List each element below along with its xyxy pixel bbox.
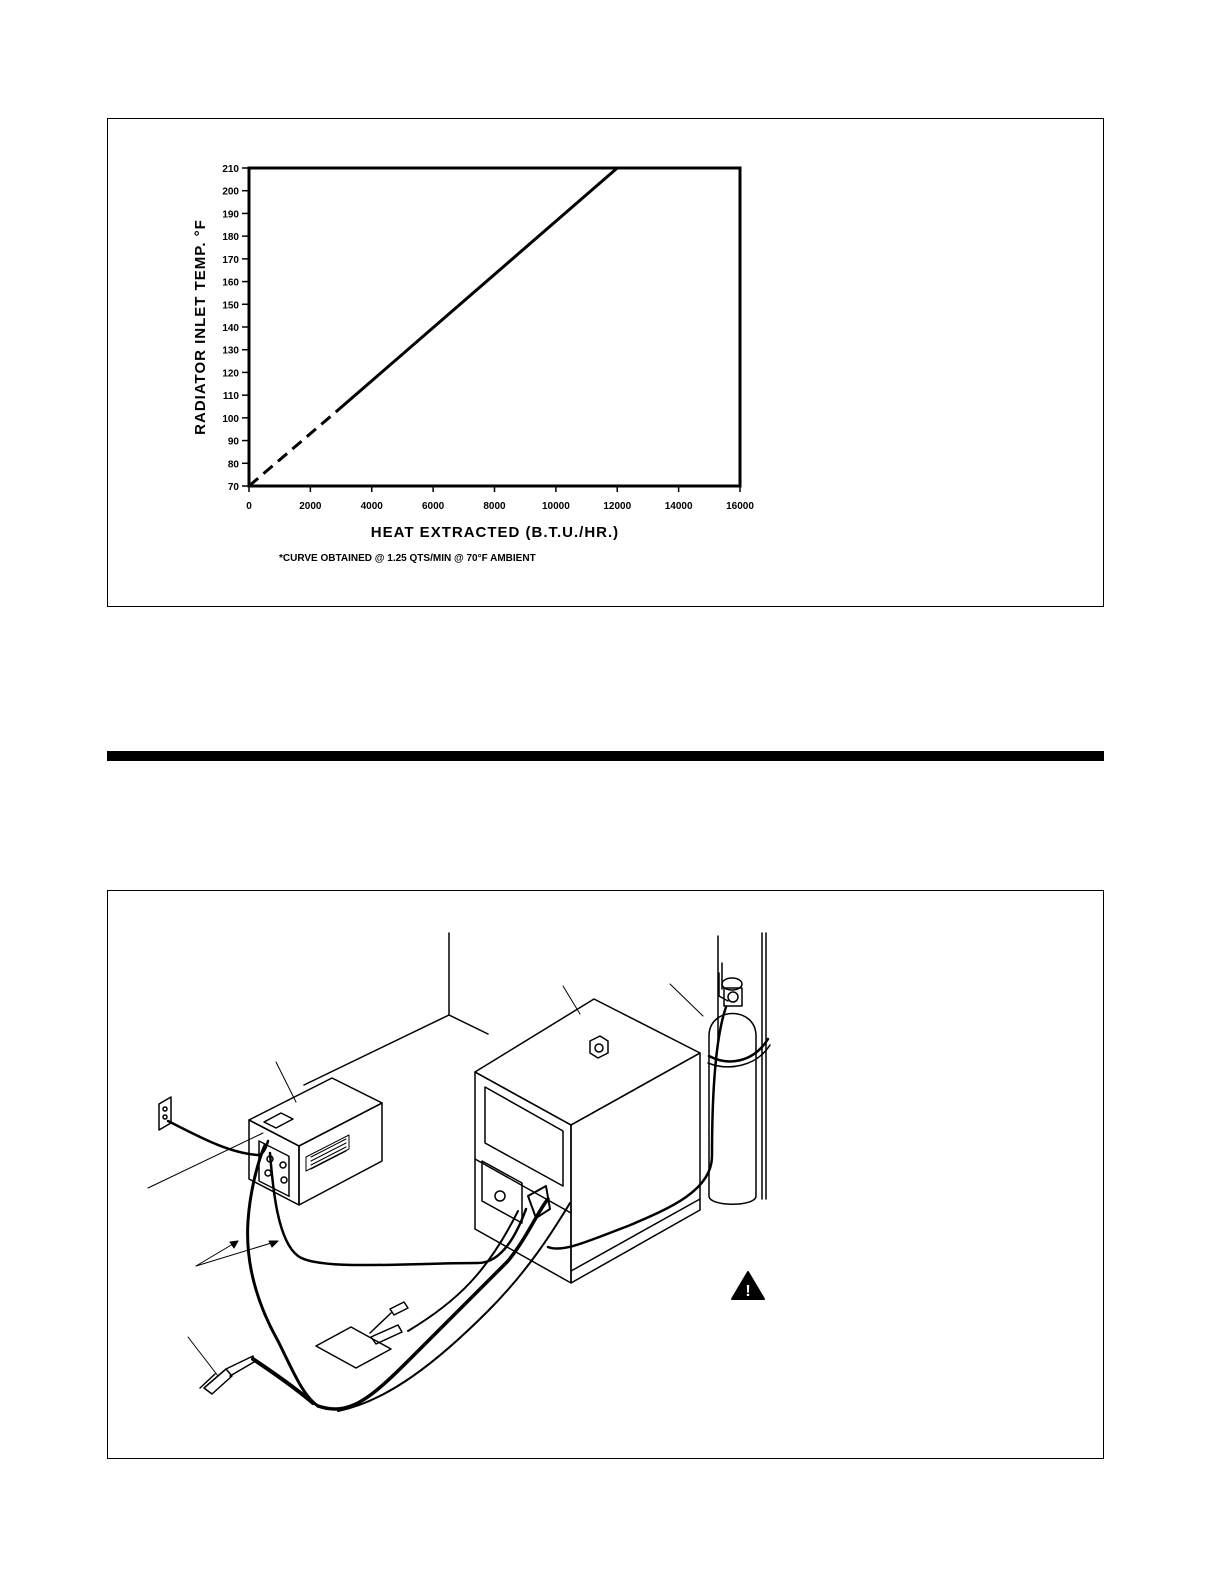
heat-curve-chart	[108, 119, 1103, 606]
x-axis	[246, 486, 754, 512]
x-tick-label: 10000	[541, 501, 570, 512]
series-line-dashed	[249, 409, 340, 486]
x-tick-label: 4000	[360, 501, 383, 512]
room-corner	[304, 933, 488, 1085]
y-tick-label: 210	[222, 164, 239, 175]
coolant-system-unit	[249, 1062, 382, 1205]
x-tick-label: 0	[246, 501, 252, 512]
torch-cable	[318, 1199, 548, 1409]
illustration-panel	[107, 890, 1104, 1459]
ground-cable	[408, 1211, 518, 1331]
y-tick-label: 140	[222, 323, 239, 334]
series-line-solid	[340, 168, 618, 409]
warning-symbol: !	[745, 1283, 751, 1300]
y-tick-label: 150	[222, 300, 239, 312]
y-tick-label: 70	[227, 482, 239, 493]
chart-panel	[107, 118, 1104, 607]
y-tick-label: 100	[222, 413, 239, 425]
y-tick-label: 190	[222, 209, 239, 221]
y-tick-label: 80	[227, 459, 239, 471]
tig-torch	[188, 1337, 313, 1403]
y-tick-label: 200	[222, 186, 239, 198]
work-cable	[338, 1203, 570, 1411]
y-tick-label: 160	[222, 277, 239, 289]
x-tick-label: 8000	[483, 501, 506, 512]
x-tick-label: 12000	[603, 501, 632, 512]
welding-power-source	[475, 986, 700, 1283]
work-clamp	[370, 1302, 408, 1344]
y-tick-label: 170	[222, 254, 239, 266]
y-tick-label: 110	[222, 391, 239, 403]
series-layer	[249, 168, 617, 486]
y-axis	[222, 164, 249, 493]
gas-cylinder	[670, 933, 770, 1204]
installation-illustration	[108, 891, 1103, 1458]
y-tick-label: 90	[227, 436, 239, 448]
x-axis-label: HEAT EXTRACTED (B.T.U./HR.)	[370, 524, 620, 541]
x-tick-label: 14000	[664, 501, 693, 512]
chart-footnote: *CURVE OBTAINED @ 1.25 QTS/MIN @ 70°F AMBIENT	[279, 553, 536, 564]
warning-icon	[732, 1272, 764, 1300]
y-tick-label: 120	[222, 368, 239, 380]
section-divider	[107, 751, 1104, 761]
x-tick-label: 2000	[299, 501, 322, 512]
x-tick-label: 6000	[422, 501, 445, 512]
y-tick-label: 180	[222, 232, 239, 244]
x-tick-label: 16000	[726, 501, 754, 512]
y-axis-label: RADIATOR INLET TEMP. °F	[192, 219, 209, 435]
plot-frame	[249, 168, 740, 486]
wall-outlet-icon	[159, 1097, 171, 1130]
y-tick-label: 130	[222, 345, 239, 357]
